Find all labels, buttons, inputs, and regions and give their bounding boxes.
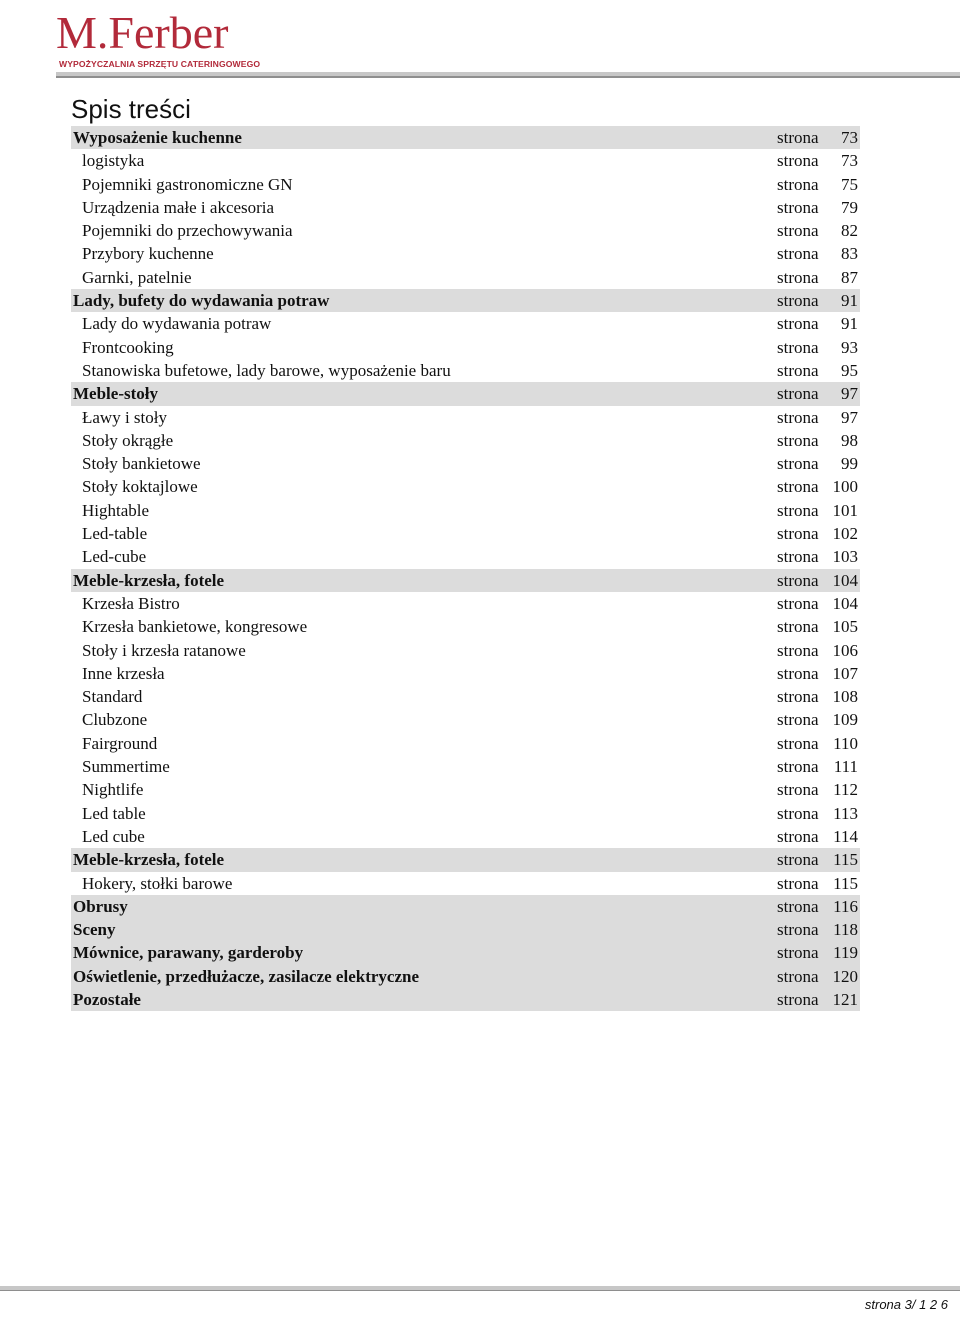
toc-entry-page-number: 104 xyxy=(832,570,858,590)
toc-subsection-row[interactable] xyxy=(71,708,860,731)
toc-subsection-row[interactable] xyxy=(71,592,860,615)
toc-entry-strona: strona xyxy=(777,314,819,334)
toc-entry-page-number: 83 xyxy=(841,244,858,264)
toc-entry-strona: strona xyxy=(777,873,819,893)
toc-subsection-row[interactable] xyxy=(71,429,860,452)
company-logo xyxy=(56,7,261,70)
toc-entry-label: Pozostałe xyxy=(73,989,141,1009)
toc-entry-page-number: 73 xyxy=(841,151,858,171)
toc-entry-strona: strona xyxy=(777,687,819,707)
toc-entry-label: Frontcooking xyxy=(82,337,174,357)
toc-entry-strona: strona xyxy=(777,500,819,520)
toc-entry-page-number: 118 xyxy=(833,920,858,940)
toc-entry-page-number: 93 xyxy=(841,337,858,357)
toc-entry-label: Clubzone xyxy=(82,710,148,730)
toc-entry-strona: strona xyxy=(777,151,819,171)
toc-subsection-row[interactable] xyxy=(71,359,860,382)
toc-entry-label: Urządzenia małe i akcesoria xyxy=(82,197,275,217)
toc-subsection-row[interactable] xyxy=(71,312,860,335)
toc-entry-page-number: 104 xyxy=(832,593,858,613)
toc-entry-page-number: 120 xyxy=(832,966,858,986)
toc-subsection-row[interactable] xyxy=(71,149,860,172)
logo-subtitle: WYPOŻYCZALNIA SPRZĘTU CATERINGOWEGO xyxy=(59,59,261,69)
toc-entry-strona: strona xyxy=(777,920,819,940)
toc-entry-page-number: 109 xyxy=(832,710,858,730)
toc-subsection-row[interactable] xyxy=(71,615,860,638)
toc-entry-strona: strona xyxy=(777,221,819,241)
toc-entry-label: Led table xyxy=(82,803,146,823)
toc-subsection-row[interactable] xyxy=(71,475,860,498)
toc-entry-label: Fairground xyxy=(82,733,158,753)
toc-entry-label: Wyposażenie kuchenne xyxy=(73,128,242,147)
toc-entry-page-number: 87 xyxy=(841,267,858,287)
toc-entry-label: Stoły bankietowe xyxy=(82,454,201,474)
toc-entry-strona: strona xyxy=(777,733,819,753)
toc-entry-page-number: 91 xyxy=(841,314,858,334)
toc-entry-label: Krzesła bankietowe, kongresowe xyxy=(82,617,308,637)
toc-entry-page-number: 95 xyxy=(841,360,858,380)
toc-entry-page-number: 97 xyxy=(841,384,858,404)
toc-entry-label: Led-cube xyxy=(82,547,147,567)
toc-entry-label: Stoły okrągłe xyxy=(82,430,174,450)
toc-entry-strona: strona xyxy=(777,570,819,590)
toc-entry-label: Lady do wydawania potraw xyxy=(82,314,272,334)
toc-entry-page-number: 116 xyxy=(833,896,858,916)
toc-subsection-row[interactable] xyxy=(71,778,860,801)
toc-entry-label: Mównice, parawany, garderoby xyxy=(73,943,304,963)
toc-entry-strona: strona xyxy=(777,943,819,963)
toc-entry-label: Meble-krzesła, fotele xyxy=(73,850,225,870)
toc-entry-strona: strona xyxy=(777,477,819,497)
toc-entry-label: Przybory kuchenne xyxy=(82,244,214,264)
toc-entry-page-number: 113 xyxy=(833,803,858,823)
toc-entry-label: Sceny xyxy=(73,920,116,940)
toc-entry-label: Stoły i krzesła ratanowe xyxy=(82,640,246,660)
toc-entry-page-number: 101 xyxy=(832,500,858,520)
toc-entry-page-number: 73 xyxy=(841,128,858,147)
toc-entry-label: Hokery, stołki barowe xyxy=(82,873,233,893)
toc-entry-strona: strona xyxy=(777,384,819,404)
toc-entry-strona: strona xyxy=(777,640,819,660)
toc-entry-strona: strona xyxy=(777,454,819,474)
table-of-contents xyxy=(71,126,860,1011)
toc-entry-strona: strona xyxy=(777,360,819,380)
toc-entry-label: Garnki, patelnie xyxy=(82,267,192,287)
toc-entry-label: Led cube xyxy=(82,826,145,846)
toc-entry-label: Summertime xyxy=(82,757,170,777)
toc-entry-label: Pojemniki gastronomiczne GN xyxy=(82,174,293,194)
toc-entry-label: Stanowiska bufetowe, lady barowe, wyposażenie baru xyxy=(82,360,451,380)
toc-subsection-row[interactable] xyxy=(71,266,860,289)
toc-section-row[interactable] xyxy=(71,895,860,918)
toc-entry-strona: strona xyxy=(777,593,819,613)
toc-subsection-row[interactable] xyxy=(71,802,860,825)
toc-entry-strona: strona xyxy=(777,524,819,544)
toc-entry-page-number: 106 xyxy=(832,640,858,660)
toc-entry-label: Obrusy xyxy=(73,896,128,916)
toc-entry-label: logistyka xyxy=(82,151,145,171)
toc-entry-label: Ławy i stoły xyxy=(82,407,167,427)
toc-entry-label: Lady, bufety do wydawania potraw xyxy=(73,291,330,311)
toc-entry-page-number: 102 xyxy=(832,524,858,544)
toc-section-row[interactable] xyxy=(71,382,860,405)
toc-entry-label: Pojemniki do przechowywania xyxy=(82,221,293,241)
toc-entry-strona: strona xyxy=(777,780,819,800)
toc-subsection-row[interactable] xyxy=(71,872,860,895)
toc-subsection-row[interactable] xyxy=(71,662,860,685)
toc-subsection-row[interactable] xyxy=(71,522,860,545)
toc-subsection-row[interactable] xyxy=(71,196,860,219)
toc-subsection-row[interactable] xyxy=(71,242,860,265)
toc-entry-strona: strona xyxy=(777,267,819,287)
toc-entry-label: Stoły koktajlowe xyxy=(82,477,198,497)
toc-entry-strona: strona xyxy=(777,757,819,777)
toc-entry-strona: strona xyxy=(777,547,819,567)
toc-entry-label: Inne krzesła xyxy=(82,663,165,683)
toc-entry-strona: strona xyxy=(777,803,819,823)
toc-section-row[interactable] xyxy=(71,848,860,871)
toc-entry-strona: strona xyxy=(777,617,819,637)
toc-entry-strona: strona xyxy=(777,850,819,870)
toc-subsection-row[interactable] xyxy=(71,173,860,196)
toc-section-row[interactable] xyxy=(71,941,860,964)
toc-entry-page-number: 79 xyxy=(841,197,858,217)
header-divider-line xyxy=(56,76,960,78)
toc-entry-page-number: 91 xyxy=(841,291,858,311)
toc-entry-strona: strona xyxy=(777,174,819,194)
toc-subsection-row[interactable] xyxy=(71,336,860,359)
toc-entry-page-number: 107 xyxy=(832,663,858,683)
toc-subsection-row[interactable] xyxy=(71,219,860,242)
logo-name: M.Ferber xyxy=(56,7,229,58)
toc-entry-page-number: 115 xyxy=(833,850,858,870)
toc-subsection-row[interactable] xyxy=(71,406,860,429)
toc-entry-page-number: 108 xyxy=(832,687,858,707)
toc-entry-strona: strona xyxy=(777,128,819,147)
toc-entry-strona: strona xyxy=(777,197,819,217)
toc-entry-strona: strona xyxy=(777,896,819,916)
toc-entry-label: Meble-stoły xyxy=(73,384,158,404)
toc-entry-page-number: 119 xyxy=(833,943,858,963)
toc-subsection-row[interactable] xyxy=(71,755,860,778)
toc-section-row[interactable] xyxy=(71,569,860,592)
toc-section-row[interactable] xyxy=(71,126,860,149)
toc-entry-page-number: 103 xyxy=(832,547,858,567)
toc-subsection-row[interactable] xyxy=(71,825,860,848)
toc-entry-strona: strona xyxy=(777,966,819,986)
toc-entry-strona: strona xyxy=(777,337,819,357)
toc-subsection-row[interactable] xyxy=(71,639,860,662)
toc-entry-page-number: 99 xyxy=(841,454,858,474)
toc-entry-strona: strona xyxy=(777,989,819,1009)
toc-subsection-row[interactable] xyxy=(71,545,860,568)
toc-entry-page-number: 82 xyxy=(841,221,858,241)
toc-section-row[interactable] xyxy=(71,289,860,312)
toc-entry-page-number: 115 xyxy=(833,873,858,893)
toc-entry-strona: strona xyxy=(777,407,819,427)
toc-entry-page-number: 121 xyxy=(832,989,858,1009)
toc-section-row[interactable] xyxy=(71,965,860,988)
toc-entry-page-number: 100 xyxy=(832,477,858,497)
toc-entry-page-number: 98 xyxy=(841,430,858,450)
toc-subsection-row[interactable] xyxy=(71,452,860,475)
toc-entry-label: Meble-krzesła, fotele xyxy=(73,570,225,590)
toc-entry-label: Oświetlenie, przedłużacze, zasilacze elektryczne xyxy=(73,966,420,986)
toc-entry-strona: strona xyxy=(777,710,819,730)
toc-entry-page-number: 97 xyxy=(841,407,858,427)
toc-entry-strona: strona xyxy=(777,430,819,450)
toc-entry-page-number: 105 xyxy=(832,617,858,637)
toc-entry-label: Hightable xyxy=(82,500,150,520)
toc-section-row[interactable] xyxy=(71,988,860,1011)
toc-entry-page-number: 75 xyxy=(841,174,858,194)
toc-subsection-row[interactable] xyxy=(71,732,860,755)
toc-subsection-row[interactable] xyxy=(71,685,860,708)
toc-entry-label: Nightlife xyxy=(82,780,144,800)
toc-entry-strona: strona xyxy=(777,826,819,846)
toc-entry-strona: strona xyxy=(777,291,819,311)
toc-section-row[interactable] xyxy=(71,918,860,941)
page-number: strona 3/ 1 2 6 xyxy=(864,1297,948,1312)
toc-entry-page-number: 111 xyxy=(833,757,858,777)
toc-entry-page-number: 110 xyxy=(833,733,858,753)
toc-entry-label: Standard xyxy=(82,687,143,707)
toc-title: Spis treści xyxy=(71,94,191,124)
footer-divider-line xyxy=(0,1290,960,1291)
toc-subsection-row[interactable] xyxy=(71,499,860,522)
toc-entry-label: Krzesła Bistro xyxy=(82,593,180,613)
toc-entry-strona: strona xyxy=(777,663,819,683)
toc-entry-strona: strona xyxy=(777,244,819,264)
toc-entry-page-number: 112 xyxy=(833,780,858,800)
toc-entry-label: Led-table xyxy=(82,524,148,544)
toc-entry-page-number: 114 xyxy=(833,826,858,846)
